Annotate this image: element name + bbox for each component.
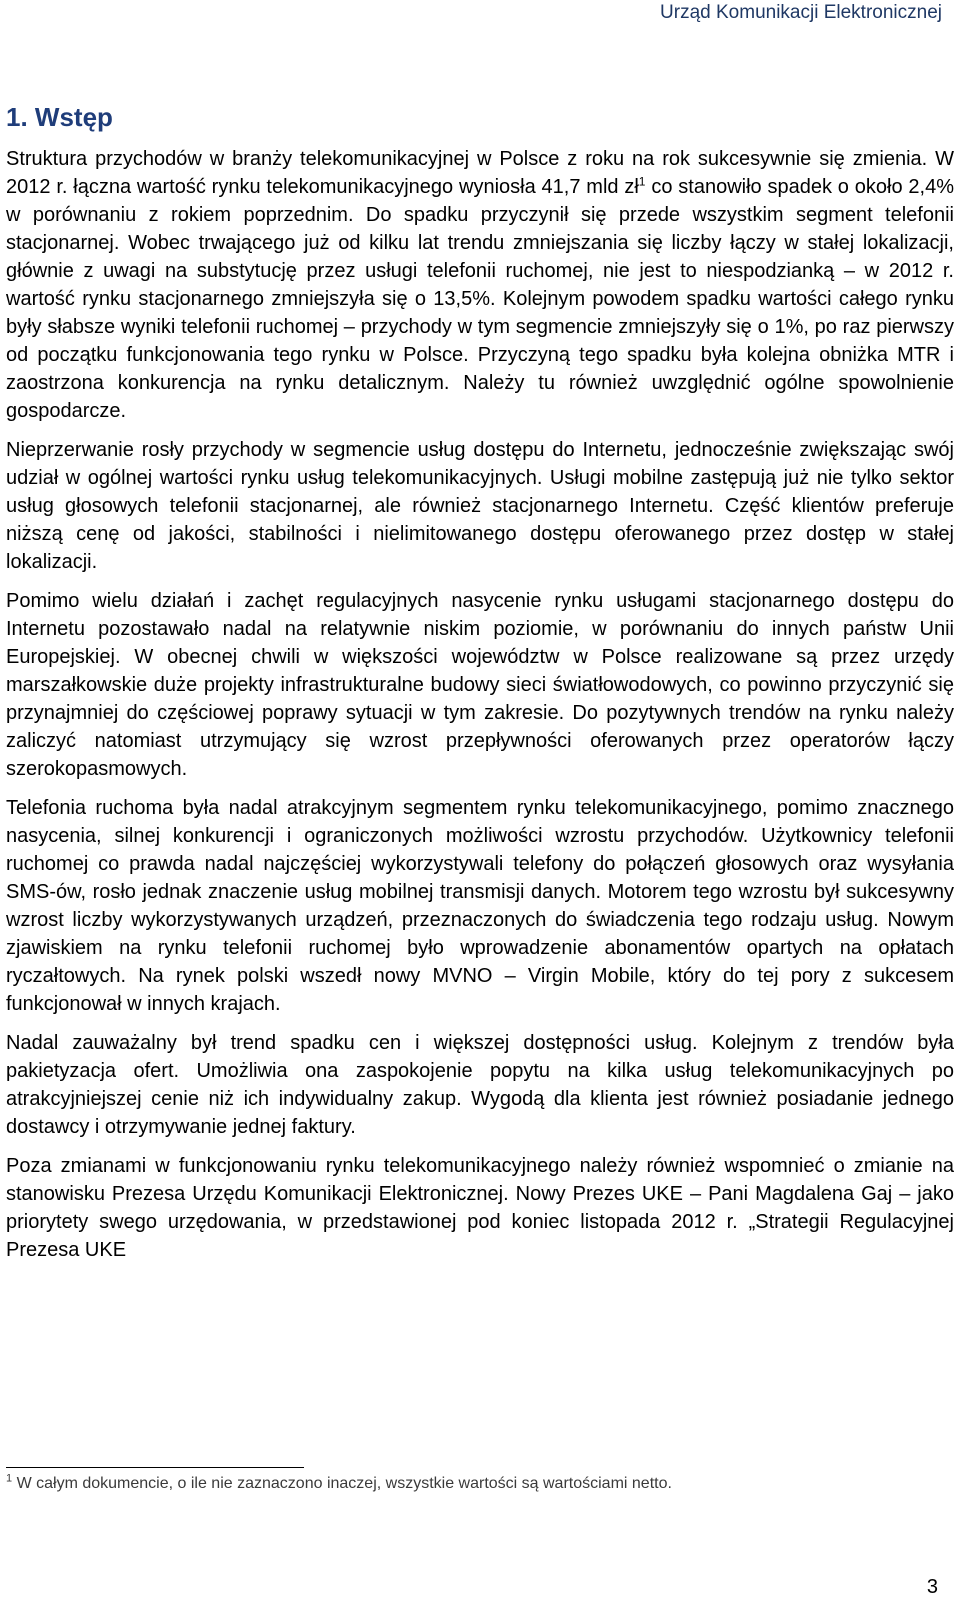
paragraph-1-text-start: Struktura przychodów w branży telekomunikacyjnej w Polsce z roku na rok sukcesywnie się zmienia. W 2012 r. łączna wartość rynku telekomunikacyjnego wyniosła 41,7 mld zł: [6, 148, 954, 198]
footnote-text: W całym dokumencie, o ile nie zaznaczono inaczej, wszystkie wartości są wartościami netto.: [12, 1475, 672, 1492]
page-number: 3: [926, 1576, 938, 1598]
footnote-reference[interactable]: 1: [638, 174, 646, 189]
footnote-1: [6, 1473, 954, 1495]
paragraph-5: Nadal zauważalny był trend spadku cen i większej dostępności usług. Kolejnym z trendów była pakietyzacja ofert. Umożliwia ona zaspokojenie popytu na kilka usług telekomunikacyjnych po atrakcyjniejszej cenie niż ich indywidualny zakup. Wygodą dla klienta jest również posiadanie jednego dostawcy i otrzymywanie jednej faktury.: [6, 1032, 954, 1138]
paragraph-4: Telefonia ruchoma była nadal atrakcyjnym segmentem rynku telekomunikacyjnego, pomimo znacznego nasycenia, silnej konkurencji i ograniczonych możliwości wzrostu przychodów. Użytkownicy telefonii ruchomej co prawda nadal najczęściej wykorzystywali telefony do połączeń głosowych oraz wysyłania SMS-ów, rosło jednak znaczenie usług mobilnej transmisji danych. Motorem tego wzrostu był sukcesywny wzrost liczby wykorzystywanych urządzeń, przeznaczonych do świadczenia tego rodzaju usług. Nowym zjawiskiem na rynku telefonii ruchomej było wprowadzenie abonamentów opartych na opłatach ryczałtowych. Na rynek polski wszedł nowy MVNO – Virgin Mobile, który do tej pory z sukcesem funkcjonował w innych krajach.: [6, 797, 954, 1015]
paragraph-2: Nieprzerwanie rosły przychody w segmencie usług dostępu do Internetu, jednocześnie zwiększając swój udział w ogólnej wartości rynku usług telekomunikacyjnych. Usługi mobilne zastępują już nie tylko sektor usług głosowych telefonii stacjonarnej, ale również stacjonarnego Internetu. Część klientów preferuje niższą cenę od jakości, stabilności i nielimitowanego dostępu oferowanego przez dostęp w stałej lokalizacji.: [6, 439, 954, 573]
running-header: Urząd Komunikacji Elektronicznej: [660, 2, 942, 23]
body-text: [6, 145, 954, 1275]
paragraph-1: [6, 145, 954, 425]
paragraph-3: Pomimo wielu działań i zachęt regulacyjnych nasycenie rynku usługami stacjonarnego dostępu do Internetu pozostawało nadal na relatywnie niskim poziomie, w porównaniu do innych państw Unii Europejskiej. W obecnej chwili w większości województw w Polsce realizowane są przez urzędy marszałkowskie duże projekty infrastrukturalne budowy sieci światłowodowych, co powinno przyczynić się przynajmniej do częściowej poprawy sytuacji w tym zakresie. Do pozytywnych trendów na rynku należy zaliczyć natomiast utrzymujący się wzrost przepływności oferowanych przez operatorów łączy szerokopasmowych.: [6, 590, 954, 780]
paragraph-1-text-end: co stanowiło spadek o około 2,4% w porównaniu z rokiem poprzednim. Do spadku przyczynił się przede wszystkim segment telefonii stacjonarnej. Wobec trwającego już od kilku lat trendu zmniejszania się liczby łączy w stałej lokalizacji, głównie z uwagi na substytucję przez usługi telefonii ruchomej, nie jest to niespodzianką – w 2012 r. wartość rynku stacjonarnego zmniejszyła się o 13,5%. Kolejnym powodem spadku wartości całego rynku były słabsze wyniki telefonii ruchomej – przychody w tym segmencie zmniejszyły się o 1%, po raz pierwszy od początku funkcjonowania tego rynku w Polsce. Przyczyną tego spadku była kolejna obniżka MTR i zaostrzona konkurencja na rynku detalicznym. Należy tu również uwzględnić ogólne spowolnienie gospodarcze.: [6, 176, 954, 422]
paragraph-6: Poza zmianami w funkcjonowaniu rynku telekomunikacyjnego należy również wspomnieć o zmianie na stanowisku Prezesa Urzędu Komunikacji Elektronicznej. Nowy Prezes UKE – Pani Magdalena Gaj – jako priorytety swego urzędowania, w przedstawionej pod koniec listopada 2012 r. „Strategii Regulacyjnej Prezesa UKE: [6, 1155, 954, 1261]
footnote-marker: 1: [6, 1472, 13, 1485]
footnote-separator: [6, 1467, 304, 1468]
section-heading: 1. Wstęp: [6, 102, 113, 132]
